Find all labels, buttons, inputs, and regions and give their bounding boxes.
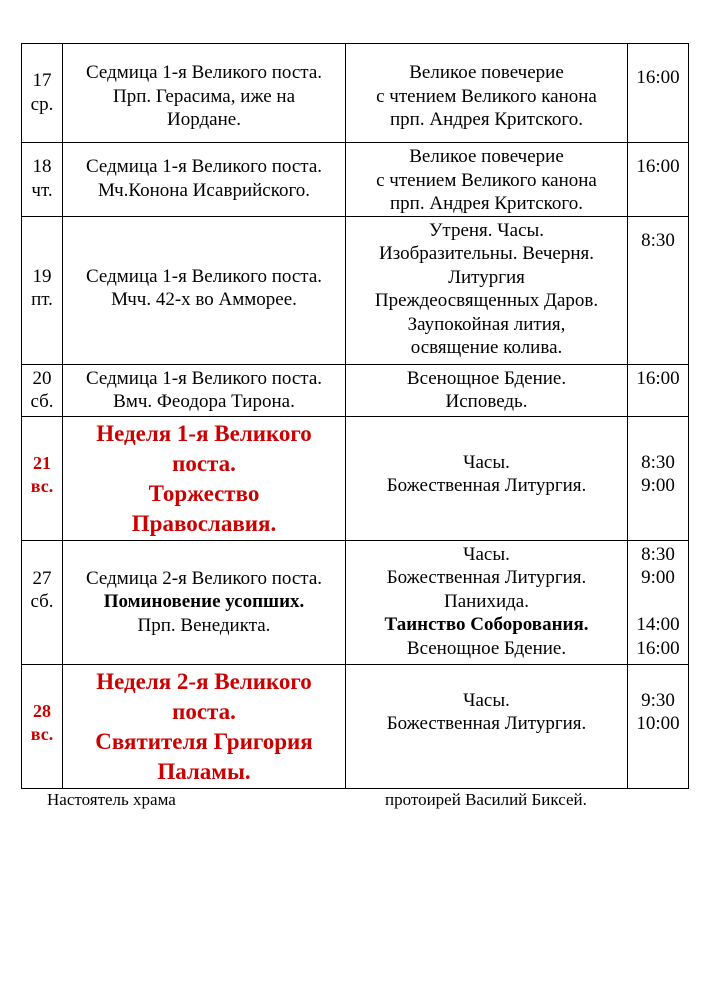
- time-value: 10:00: [636, 713, 680, 734]
- feast-line: Мчч. 42-х во Амморее.: [111, 289, 297, 310]
- footer-rector-title: Настоятель храма: [47, 790, 176, 809]
- service-line: Часы.: [463, 689, 510, 711]
- time-cell: [628, 664, 689, 788]
- service-line: с чтением Великого канона: [376, 169, 597, 191]
- time-value: 9:00: [641, 475, 675, 496]
- services-cell: [346, 416, 628, 540]
- date-number: 17: [32, 70, 52, 91]
- time-value: 14:00: [636, 614, 680, 635]
- feast-line: Седмица 2-я Великого поста.: [86, 567, 322, 589]
- service-line: Утреня. Часы.: [428, 219, 545, 241]
- feast-line: Поминовение усопших.: [103, 591, 305, 612]
- feast-line: поста.: [172, 450, 236, 476]
- time-value: 8:30: [641, 451, 675, 473]
- feast-cell: [63, 416, 346, 540]
- service-line: Божественная Литургия.: [386, 567, 587, 588]
- feast-line: Вмч. Феодора Тирона.: [113, 391, 295, 412]
- service-line: прп. Андрея Критского.: [390, 109, 583, 130]
- time-value: 16:00: [636, 637, 680, 659]
- date-cell: [22, 364, 63, 416]
- time-value: 9:00: [641, 567, 675, 588]
- footer-rector-name: протоирей Василий Биксей.: [385, 790, 587, 809]
- services-cell: [346, 44, 628, 143]
- feast-line: Седмица 1-я Великого поста.: [86, 265, 322, 287]
- schedule-row: [22, 540, 689, 664]
- date-cell: [22, 664, 63, 788]
- time-spacer: [628, 590, 688, 614]
- service-line: Литургия: [448, 266, 525, 288]
- service-line: с чтением Великого канона: [376, 85, 597, 107]
- service-line: прп. Андрея Критского.: [390, 193, 583, 214]
- service-line: Великое повечерие: [409, 146, 564, 167]
- feast-line: Седмица 1-я Великого поста.: [86, 62, 322, 83]
- date-cell: [22, 143, 63, 217]
- services-cell: [346, 216, 628, 364]
- feast-line: Прп. Венедикта.: [137, 614, 271, 636]
- day-of-week: вс.: [30, 476, 54, 496]
- services-cell: [346, 143, 628, 217]
- service-line: Часы.: [463, 451, 510, 473]
- time-cell: [628, 416, 689, 540]
- time-value: 16:00: [636, 67, 680, 88]
- date-number: 19: [32, 265, 52, 287]
- time-value: 16:00: [636, 367, 680, 389]
- time-cell: [628, 540, 689, 664]
- feast-line: Мч.Конона Исаврийского.: [97, 179, 311, 201]
- service-line: Всенощное Бдение.: [406, 367, 567, 389]
- service-line: Великое повечерие: [409, 62, 564, 83]
- feast-line: Торжество: [148, 480, 260, 506]
- services-cell: [346, 540, 628, 664]
- date-number: 21: [33, 452, 51, 473]
- service-line: Исповедь.: [445, 391, 528, 412]
- service-line: Изобразительны. Вечерня.: [379, 243, 594, 264]
- date-number: 20: [32, 367, 52, 389]
- day-of-week: пт.: [31, 289, 53, 310]
- schedule-table: [21, 43, 689, 789]
- feast-line: Неделя 2-я Великого: [96, 668, 312, 694]
- feast-line: поста.: [172, 698, 236, 724]
- feast-line: Иордане.: [167, 109, 241, 130]
- schedule-row: [22, 216, 689, 364]
- day-of-week: ср.: [30, 93, 54, 115]
- service-line: Таинство Соборования.: [384, 614, 589, 635]
- schedule-row: [22, 416, 689, 540]
- services-cell: [346, 664, 628, 788]
- feast-line: Паламы.: [157, 758, 251, 784]
- service-line: Всенощное Бдение.: [406, 637, 567, 659]
- date-number: 27: [32, 567, 52, 589]
- service-line: Божественная Литургия.: [386, 475, 587, 496]
- schedule-row: [22, 143, 689, 217]
- date-cell: [22, 44, 63, 143]
- feast-line: Седмица 1-я Великого поста.: [86, 367, 322, 389]
- feast-cell: [63, 540, 346, 664]
- service-line: Божественная Литургия.: [386, 713, 587, 734]
- day-of-week: вс.: [30, 724, 54, 744]
- schedule-row: [22, 664, 689, 788]
- service-line: Панихида.: [443, 590, 529, 612]
- feast-cell: [63, 143, 346, 217]
- schedule-row: [22, 364, 689, 416]
- service-line: Заупокойная лития,: [407, 313, 566, 335]
- service-line: Часы.: [463, 543, 510, 565]
- time-cell: [628, 364, 689, 416]
- feast-line: Православия.: [131, 510, 277, 536]
- date-cell: [22, 540, 63, 664]
- date-number: 28: [33, 700, 51, 721]
- feast-line: Прп. Герасима, иже на: [112, 85, 296, 107]
- services-cell: [346, 364, 628, 416]
- feast-cell: [63, 216, 346, 364]
- feast-cell: [63, 364, 346, 416]
- day-of-week: сб.: [30, 591, 54, 612]
- schedule-row: [22, 44, 689, 143]
- day-of-week: чт.: [31, 179, 53, 201]
- date-number: 18: [32, 156, 52, 177]
- feast-cell: [63, 664, 346, 788]
- service-line: Преждеосвященных Даров.: [374, 290, 599, 311]
- feast-cell: [63, 44, 346, 143]
- feast-line: Неделя 1-я Великого: [96, 420, 312, 446]
- day-of-week: сб.: [30, 391, 54, 412]
- time-cell: [628, 216, 689, 364]
- time-cell: [628, 143, 689, 217]
- date-cell: [22, 216, 63, 364]
- date-cell: [22, 416, 63, 540]
- feast-line: Святителя Григория: [95, 728, 313, 754]
- feast-line: Седмица 1-я Великого поста.: [86, 156, 322, 177]
- time-value: 9:30: [641, 689, 675, 711]
- service-line: освящение колива.: [410, 337, 563, 358]
- time-value: 16:00: [636, 156, 680, 177]
- time-value: 8:30: [641, 543, 675, 565]
- time-cell: [628, 44, 689, 143]
- time-value: 8:30: [641, 229, 675, 251]
